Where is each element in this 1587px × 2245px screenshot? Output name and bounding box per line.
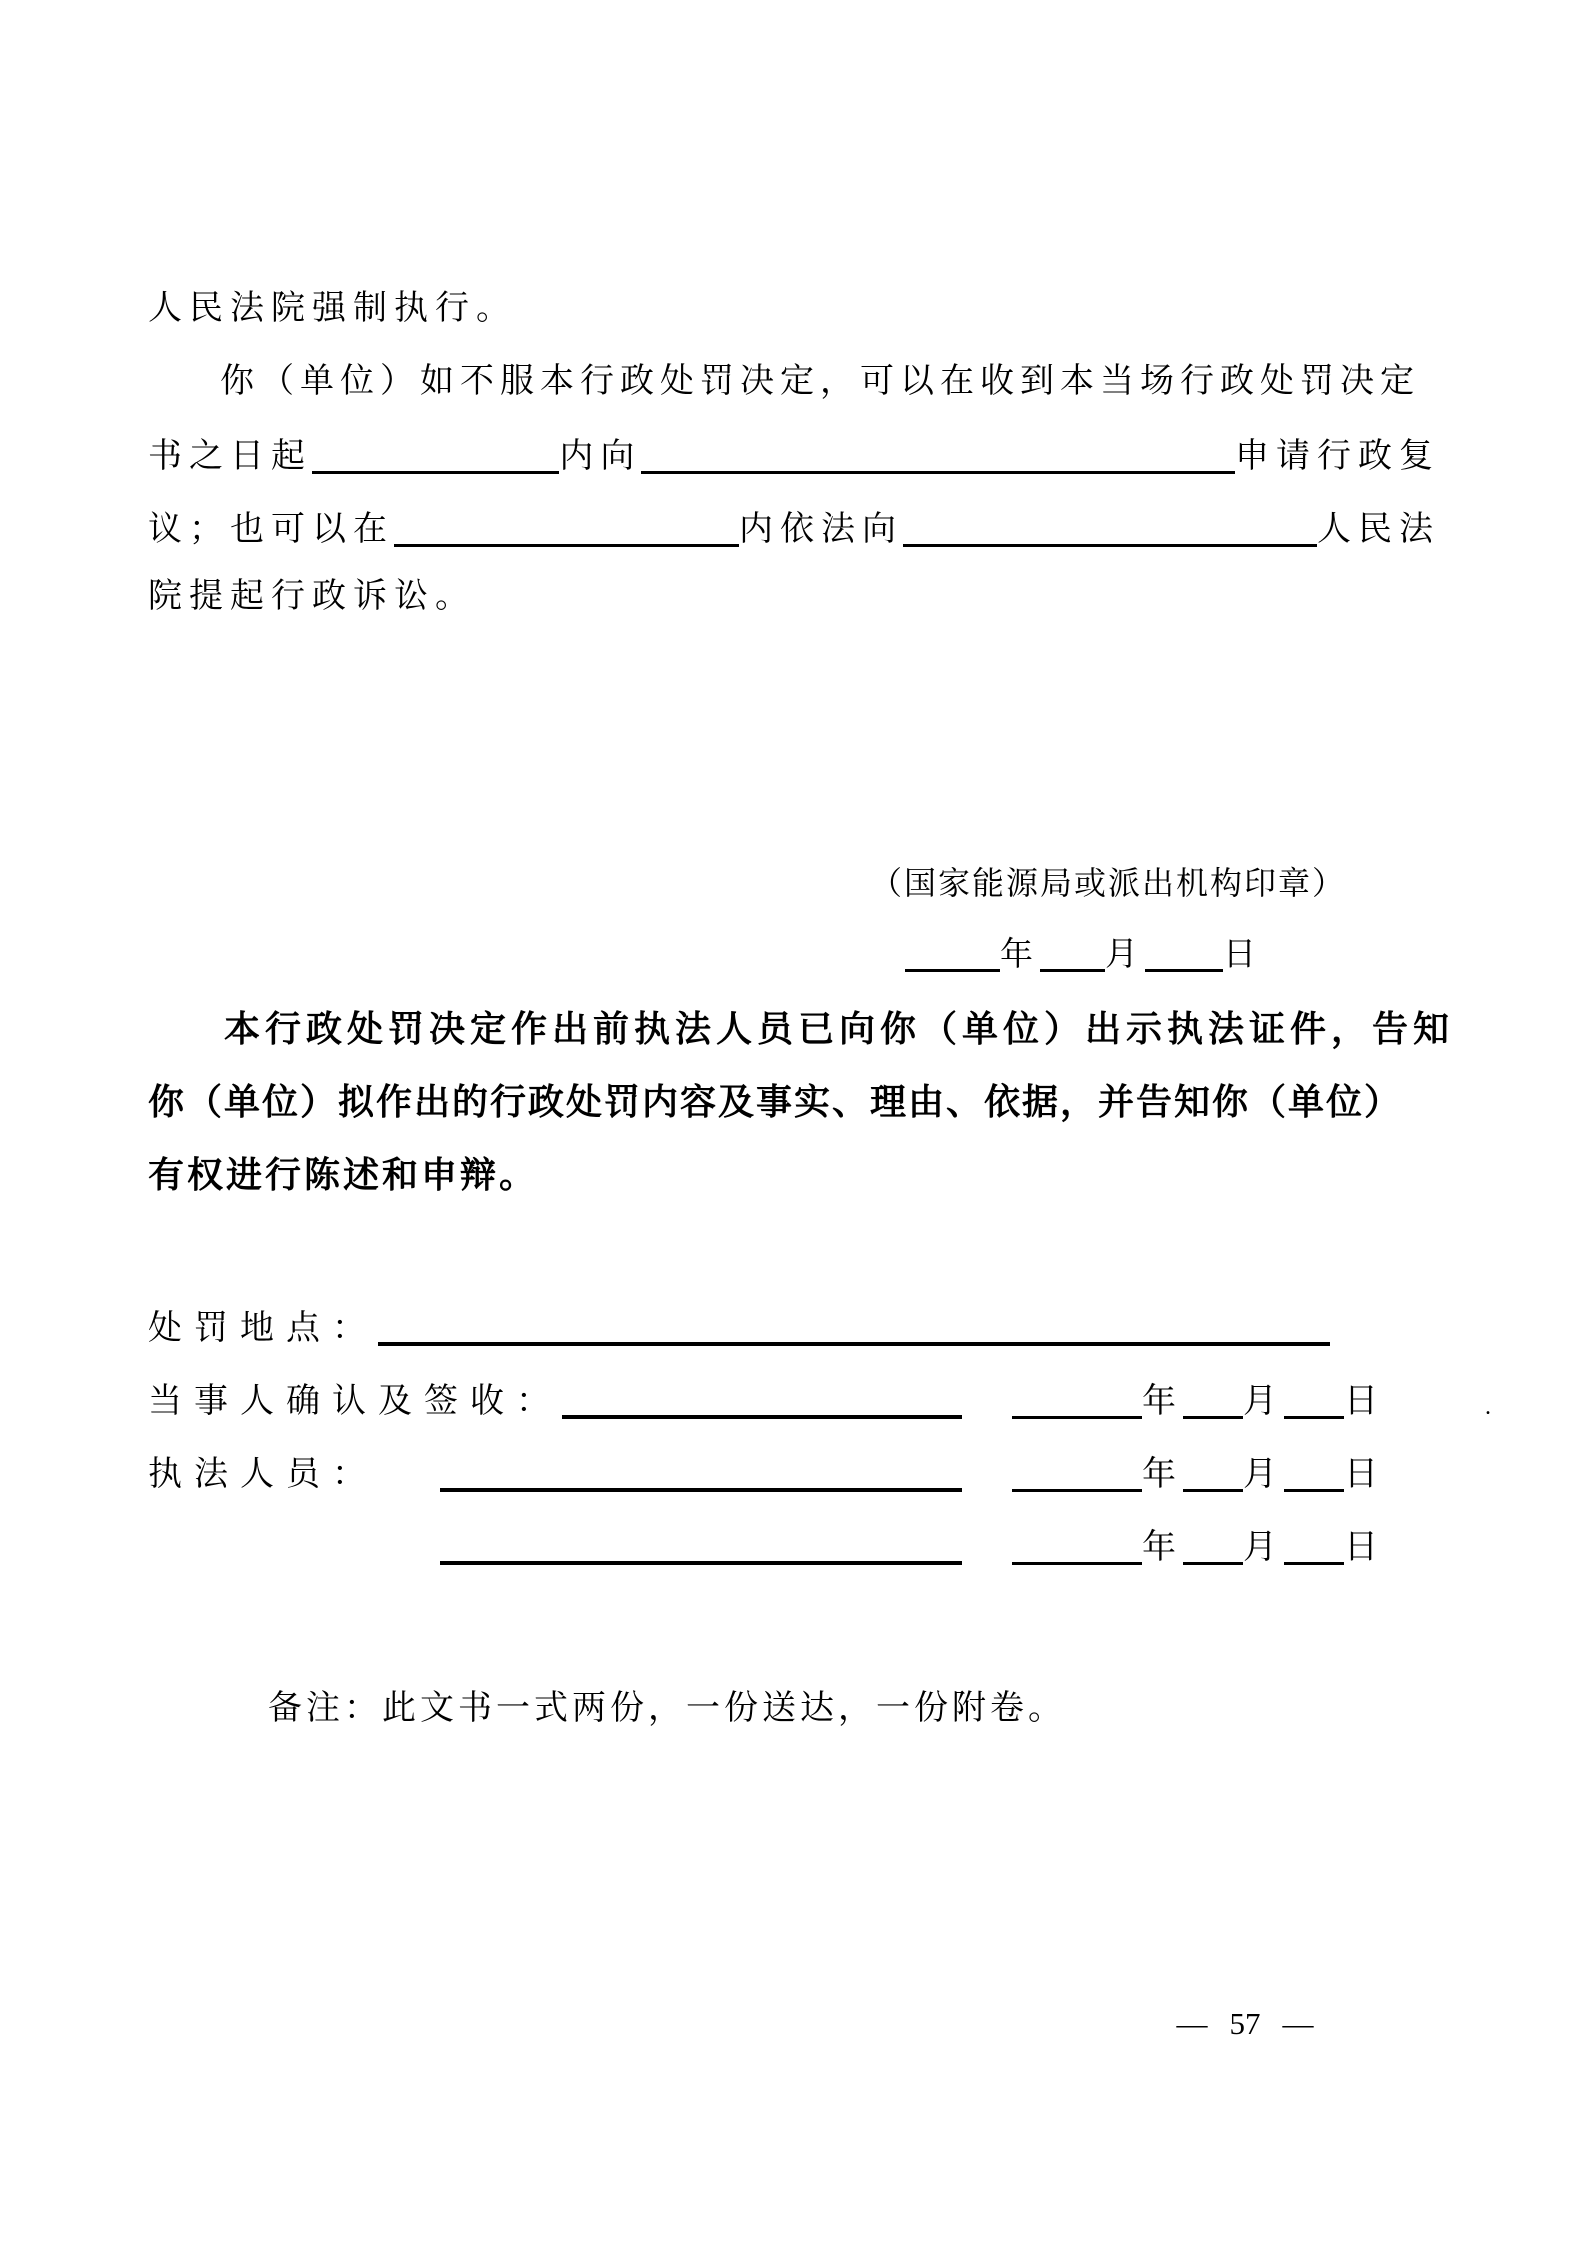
spacer <box>1385 1418 1485 1419</box>
officer2-month-label: 月 <box>1243 1529 1284 1566</box>
blank-litigation-court <box>903 536 1317 547</box>
blank-officer-signature-1 <box>440 1480 962 1492</box>
blank-seal-day <box>1145 961 1223 972</box>
officer-signature-label: 执法人员： <box>148 1456 378 1493</box>
officer1-month-label: 月 <box>1243 1456 1284 1493</box>
blank-party-year <box>1012 1408 1142 1419</box>
blank-penalty-location <box>378 1334 1330 1346</box>
spacer <box>962 1491 1012 1492</box>
party-month-label: 月 <box>1243 1383 1284 1420</box>
seal-day-label: 日 <box>1223 937 1263 973</box>
footer-dash-right: — <box>1282 2006 1314 2041</box>
notice-line-3: 有权进行陈述和申辩。 <box>148 1154 539 1195</box>
blank-party-day <box>1284 1408 1344 1419</box>
officer1-day-label: 日 <box>1344 1456 1385 1493</box>
blank-officer-signature-2 <box>440 1553 962 1565</box>
party-year-label: 年 <box>1142 1383 1183 1420</box>
blank-officer1-month <box>1183 1481 1243 1492</box>
blank-seal-month <box>1040 961 1105 972</box>
seal-month-label: 月 <box>1105 937 1145 973</box>
trailing-period: . <box>1485 1394 1498 1420</box>
blank-officer2-day <box>1284 1554 1344 1565</box>
party-day-label: 日 <box>1344 1383 1385 1420</box>
appeal-paragraph-line-2 <box>148 426 1440 474</box>
appeal-paragraph-line-3 <box>148 499 1440 547</box>
blank-review-deadline <box>312 463 559 474</box>
party-signature-label: 当事人确认及签收： <box>148 1383 562 1420</box>
appeal-paragraph-line-4: 院提起行政诉讼。 <box>148 578 476 615</box>
blank-party-month <box>1183 1408 1243 1419</box>
party-signature-row <box>148 1371 1548 1419</box>
page-number: 57 <box>1229 2006 1261 2041</box>
footer-dash-left: — <box>1176 2006 1208 2041</box>
blank-officer2-month <box>1183 1554 1243 1565</box>
notice-line-2: 你（单位）拟作出的行政处罚内容及事实、理由、依据，并告知你（单位） <box>148 1081 1403 1122</box>
paragraph-continuation-line: 人民法院强制执行。 <box>148 290 517 327</box>
blank-litigation-deadline <box>394 536 739 547</box>
officer1-year-label: 年 <box>1142 1456 1183 1493</box>
officer-signature-row-2 <box>148 1517 1438 1565</box>
appeal-paragraph-line-1: 你（单位）如不服本行政处罚决定，可以在收到本当场行政处罚决定 <box>220 363 1420 400</box>
appeal-line3-text-c: 人民法 <box>1317 511 1440 548</box>
officer2-day-label: 日 <box>1344 1529 1385 1566</box>
spacer <box>148 1564 440 1565</box>
blank-seal-year <box>905 961 1000 972</box>
officer2-year-label: 年 <box>1142 1529 1183 1566</box>
page-number-footer <box>1130 2006 1360 2042</box>
seal-year-label: 年 <box>1000 937 1040 973</box>
spacer <box>378 1491 440 1492</box>
seal-placeholder-note: （国家能源局或派出机构印章） <box>869 865 1346 901</box>
blank-officer2-year <box>1012 1554 1142 1565</box>
spacer <box>962 1564 1012 1565</box>
officer-signature-row-1 <box>148 1444 1438 1492</box>
blank-party-signature <box>562 1407 962 1419</box>
seal-date-line <box>905 924 1266 972</box>
blank-officer1-year <box>1012 1481 1142 1492</box>
appeal-line2-text-a: 书之日起 <box>148 438 312 475</box>
remark-line: 备注：此文书一式两份，一份送达，一份附卷。 <box>268 1690 1066 1727</box>
appeal-line3-text-a: 议；也可以在 <box>148 511 394 548</box>
appeal-line3-text-b: 内依法向 <box>739 511 903 548</box>
appeal-line2-text-c: 申请行政复 <box>1235 438 1440 475</box>
penalty-location-label: 处罚地点： <box>148 1310 378 1347</box>
blank-officer1-day <box>1284 1481 1344 1492</box>
appeal-line2-text-b: 内向 <box>559 438 642 475</box>
spacer <box>962 1418 1012 1419</box>
blank-review-organ <box>641 463 1235 474</box>
notice-line-1: 本行政处罚决定作出前执法人员已向你（单位）出示执法证件，告知 <box>224 1008 1455 1049</box>
penalty-location-row <box>148 1298 1330 1346</box>
